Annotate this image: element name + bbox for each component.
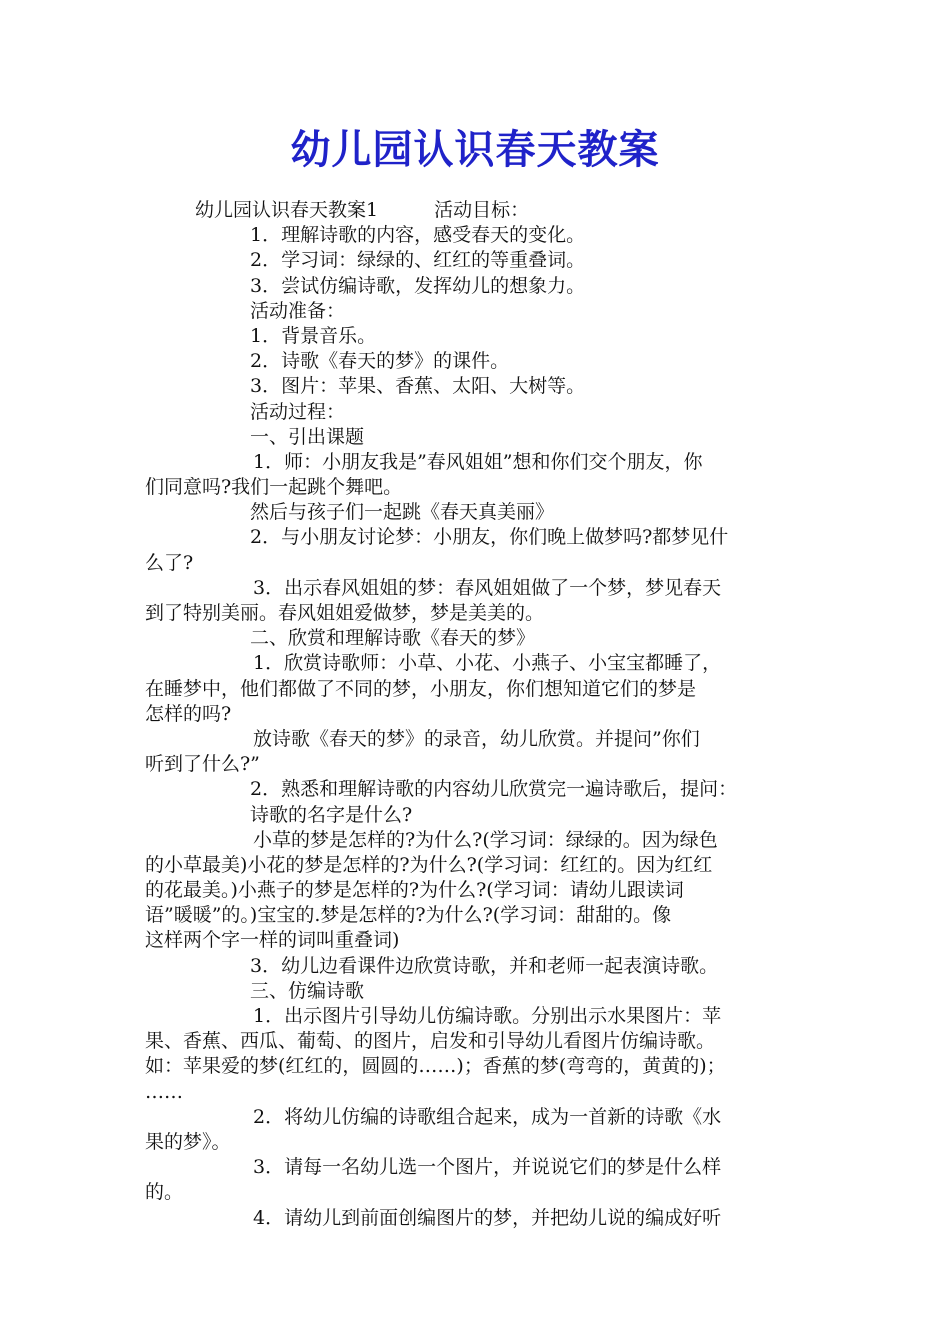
paragraph-line: 如：苹果爱的梦(红红的，圆圆的……)；香蕉的梦(弯弯的，黄黄的)； <box>145 1055 726 1078</box>
paragraph-line: 1．理解诗歌的内容，感受春天的变化。 <box>250 224 586 247</box>
paragraph-line: …… <box>145 1080 183 1103</box>
section-heading: 活动准备： <box>250 299 346 322</box>
paragraph-line: 4．请幼儿到前面创编图片的梦，并把幼儿说的编成好听 <box>253 1206 722 1229</box>
paragraph-line: 果、香蕉、西瓜、葡萄、的图片，启发和引导幼儿看图片仿编诗歌。 <box>145 1030 716 1053</box>
paragraph-line: 的花最美。)小燕子的梦是怎样的?为什么?(学习词：请幼儿跟读词 <box>145 879 684 902</box>
paragraph-line: 1．师：小朋友我是”春风姐姐”想和你们交个朋友，你 <box>253 450 703 473</box>
paragraph-line: 在睡梦中，他们都做了不同的梦，小朋友，你们想知道它们的梦是 <box>145 677 697 700</box>
objectives-heading: 活动目标： <box>434 199 530 221</box>
paragraph-line: 这样两个字一样的词叫重叠词) <box>145 929 400 952</box>
paragraph-line: 的小草最美)小花的梦是怎样的?为什么?(学习词：红红的。因为红红 <box>145 853 713 876</box>
paragraph-line: 3．幼儿边看课件边欣赏诗歌，并和老师一起表演诗歌。 <box>250 954 719 977</box>
paragraph-line: 3．请每一名幼儿选一个图片，并说说它们的梦是什么样 <box>253 1156 722 1179</box>
section-heading: 活动过程： <box>250 400 346 423</box>
paragraph-line: 语”暖暖”的。)宝宝的.梦是怎样的?为什么?(学习词：甜甜的。像 <box>145 904 672 927</box>
paragraph-line: 1．欣赏诗歌师：小草、小花、小燕子、小宝宝都睡了， <box>253 652 722 675</box>
paragraph-line: 1．背景音乐。 <box>250 324 377 347</box>
paragraph-line: 2．诗歌《春天的梦》的课件。 <box>250 350 510 373</box>
paragraph-line: 到了特别美丽。春风姐姐爱做梦，梦是美美的。 <box>145 602 545 624</box>
paragraph-line: 么了? <box>145 551 194 574</box>
section-heading: 二、欣赏和理解诗歌《春天的梦》 <box>250 627 536 650</box>
paragraph-line: 放诗歌《春天的梦》的录音，幼儿欣赏。并提问”你们 <box>253 727 700 750</box>
page-title: 幼儿园认识春天教案 <box>290 126 660 173</box>
paragraph-line: 2．将幼儿仿编的诗歌组合起来，成为一首新的诗歌《水 <box>253 1105 722 1128</box>
lesson-heading: 幼儿园认识春天教案1 <box>195 199 379 221</box>
document-body <box>145 198 807 1231</box>
paragraph-line: 3．出示春风姐姐的梦：春风姐姐做了一个梦，梦见春天 <box>253 576 722 599</box>
paragraph-line: 果的梦》。 <box>145 1130 231 1153</box>
paragraph-line: 2．学习词：绿绿的、红红的等重叠词。 <box>250 249 586 272</box>
paragraph-line: 3．尝试仿编诗歌，发挥幼儿的想象力。 <box>250 274 586 297</box>
paragraph-line <box>145 198 807 223</box>
paragraph-line: 小草的梦是怎样的?为什么?(学习词：绿绿的。因为绿色 <box>253 828 718 851</box>
section-heading: 三、仿编诗歌 <box>250 979 365 1002</box>
paragraph-line: 1．出示图片引导幼儿仿编诗歌。分别出示水果图片：苹 <box>253 1005 722 1027</box>
paragraph-line: 诗歌的名字是什么? <box>250 803 413 826</box>
paragraph-line: 怎样的吗? <box>145 702 232 725</box>
paragraph-line: 然后与孩子们一起跳《春天真美丽》 <box>250 501 555 524</box>
paragraph-line: 们同意吗?我们一起跳个舞吧。 <box>145 476 403 499</box>
section-heading: 一、引出课题 <box>250 425 365 448</box>
paragraph-line: 的。 <box>145 1181 184 1204</box>
paragraph-line: 3．图片：苹果、香蕉、太阳、大树等。 <box>250 375 586 398</box>
paragraph-line: 2．熟悉和理解诗歌的内容幼儿欣赏完一遍诗歌后，提问： <box>250 778 738 801</box>
paragraph-line: 2．与小朋友讨论梦：小朋友，你们晚上做梦吗?都梦见什 <box>250 526 729 549</box>
paragraph-line: 听到了什么?” <box>145 753 260 776</box>
